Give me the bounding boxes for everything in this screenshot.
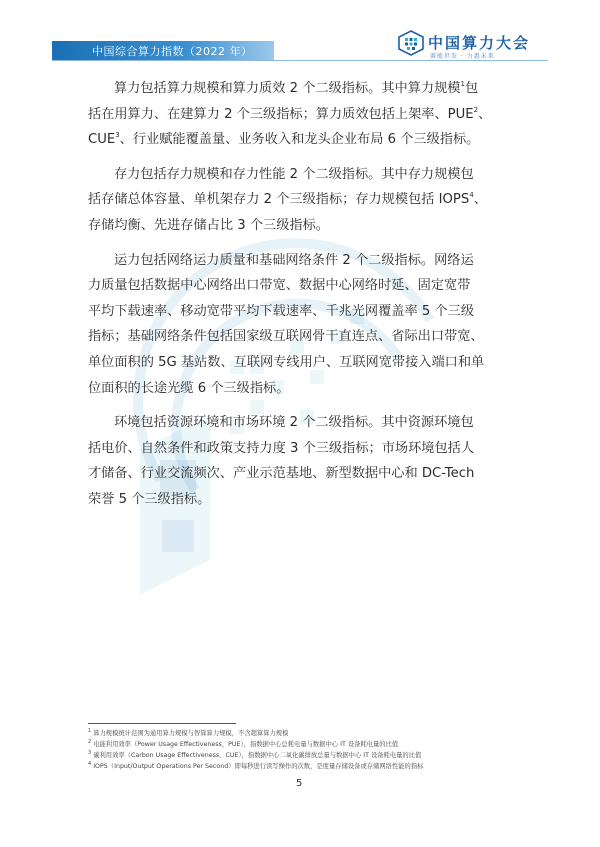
paragraph — [88, 410, 520, 512]
text-line: 运力包括网络运力质量和基础网络条件 2 个二级指标。网络运 — [114, 252, 474, 268]
footnote: $^3$ 碳利用效率（Carbon Usage Effectiveness，CUE），指数据中心二氧化碳排放总量与数据中心 IT 设备耗电量的比值 — [88, 750, 422, 759]
logo-name: 中国算力大会 — [428, 34, 531, 52]
text-line: 算力包括算力规模和算力质效 2 个二级指标。其中算力规模$^1$包 — [114, 80, 479, 96]
footnote: $^1$ 算力规模统计范围为通用算力规模与智算算力规模，不含超算算力规模 — [88, 728, 289, 737]
text-line: 存力包括存力规模和存力性能 2 个二级指标。其中存力规模包 — [114, 166, 474, 182]
footnote-ref: 3 — [115, 131, 120, 140]
footnote-number: 2 — [88, 739, 92, 745]
text-line: 平均下载速率、移动宽带平均下载速率、千兆光网覆盖率 5 个三级 — [88, 303, 475, 319]
text-line: 括存储总体容量、单机架存力 2 个三级指标；存力规模包括 IOPS$^4$、 — [88, 191, 487, 208]
paragraph — [88, 76, 520, 153]
footnote-ref: 1 — [460, 80, 465, 88]
text-line: 指标；基础网络条件包括国家级互联网骨干直连点、省际出口带宽、 — [88, 329, 484, 345]
footnotes — [88, 728, 528, 772]
text-line: 存储均衡、先进存储占比 3 个三级指标。 — [88, 217, 329, 233]
text-line: 荣誉 5 个三级指标。 — [88, 491, 211, 507]
text-line: 括在用算力、在建算力 2 个三级指标；算力质效包括上架率、PUE$^2$、 — [88, 105, 492, 122]
paragraph — [88, 248, 520, 402]
text-line: 环境包括资源环境和市场环境 2 个二级指标。其中资源环境包 — [114, 415, 474, 431]
header-title: 中国综合算力指数（2022 年） — [92, 45, 253, 58]
footnote-divider — [88, 723, 236, 724]
header-divider — [52, 60, 548, 61]
text-line: 力质量包括数据中心网络出口带宽、数据中心网络时延、固定宽带 — [88, 278, 471, 294]
cube-grid-icon — [398, 30, 424, 56]
body-text — [88, 76, 520, 522]
footnote-ref: 2 — [473, 105, 479, 114]
footnote: $^4$ IOPS（Input/Output Operations Per Second）即每秒进行读写操作的次数，是度量存储设备或存储网络性能的指标 — [88, 761, 424, 770]
text-line: 单位面积的 5G 基站数、互联网专线用户、互联网宽带接入端口和单 — [88, 354, 485, 370]
text-line: 位面积的长途光缆 6 个三级指标。 — [88, 380, 290, 396]
text-line: 括电价、自然条件和政策支持力度 3 个三级指标；市场环境包括人 — [88, 440, 475, 456]
page-number: 5 — [296, 778, 303, 789]
footnote-ref: 4 — [469, 191, 474, 200]
paragraph — [88, 162, 520, 239]
footnote-number: 3 — [88, 750, 92, 756]
footnote-number: 4 — [88, 761, 92, 767]
footnote: $^2$ 电能利用效率（Power Usage Effectiveness，PUE），指数据中心总耗电量与数据中心 IT 设备耗电量的比值 — [88, 739, 399, 748]
text-line: 才储备、行业交流频次、产业示范基地、新型数据中心和 DC-Tech — [88, 466, 475, 482]
footnote-number: 1 — [88, 728, 92, 734]
text-line: CUE$^3$、行业赋能覆盖量、业务收入和龙头企业布局 6 个三级指标。 — [88, 131, 480, 148]
logo-slogan: 赛能世发 · 力惠未来 — [430, 53, 495, 60]
